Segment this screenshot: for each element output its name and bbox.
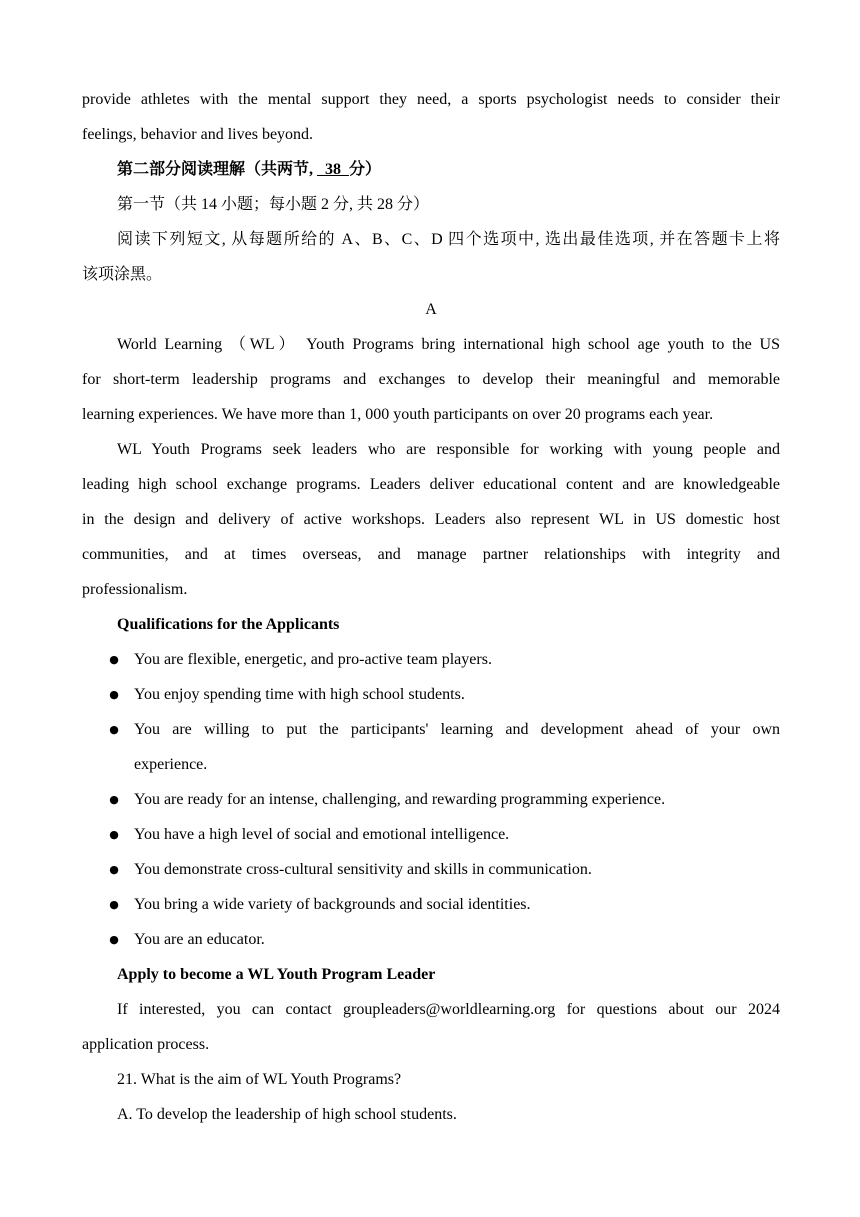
list-item-text: You have a high level of social and emotional intelligence. <box>134 826 510 843</box>
list-item <box>82 642 780 677</box>
intro-line: provide athletes with the mental support they need, a sports psychologist needs to consider their <box>82 91 780 108</box>
section-heading-prefix: 第二部分阅读理解（共两节, <box>117 161 318 178</box>
paragraph-line: for short-term leadership programs and exchanges to develop their meaningful and memorable <box>82 371 780 388</box>
list-item <box>82 677 780 712</box>
list-item-text: You are flexible, energetic, and pro-active team players. <box>134 651 492 668</box>
list-item <box>82 852 780 887</box>
list-item-text: You bring a wide variety of backgrounds and social identities. <box>134 896 531 913</box>
intro-line: feelings, behavior and lives beyond. <box>82 126 314 143</box>
bullet-icon: ● <box>109 793 119 806</box>
passage-label: A <box>425 301 437 318</box>
bullet-icon: ● <box>109 723 119 736</box>
bullet-icon: ● <box>109 933 119 946</box>
list-item-text-continued: experience. <box>134 756 208 773</box>
list-item <box>82 922 780 957</box>
bullet-icon: ● <box>109 863 119 876</box>
list-item-text: You are an educator. <box>134 931 265 948</box>
paragraph-line: professionalism. <box>82 581 188 598</box>
paragraph-line: in the design and delivery of active workshops. Leaders also represent WL in US domestic host <box>82 511 780 528</box>
list-item <box>82 712 780 782</box>
bullet-icon: ● <box>109 898 119 911</box>
qualifications-list <box>82 642 780 957</box>
bullet-icon: ● <box>109 653 119 666</box>
paragraph-line: application process. <box>82 1036 210 1053</box>
instructions-line: 阅读下列短文, 从每题所给的 A、B、C、D 四个选项中, 选出最佳选项, 并在答题卡上将 <box>117 231 780 248</box>
document-page <box>82 82 780 1132</box>
paragraph-line: WL Youth Programs seek leaders who are responsible for working with young people and <box>117 441 780 458</box>
paragraph-line: World Learning （WL） Youth Programs bring international high school age youth to the US <box>117 336 780 353</box>
section-heading-suffix: 分） <box>349 161 382 178</box>
question-option-a: A. To develop the leadership of high school students. <box>117 1106 457 1123</box>
list-item <box>82 817 780 852</box>
instructions-line: 该项涂黑。 <box>82 266 163 283</box>
paragraph-line: communities, and at times overseas, and manage partner relationships with integrity and <box>82 546 780 563</box>
list-item-text: You are willing to put the participants' learning and development ahead of your own <box>134 721 780 738</box>
part-heading: 第一节（共 14 小题；每小题 2 分, 共 28 分） <box>117 196 430 213</box>
qualifications-heading: Qualifications for the Applicants <box>117 616 340 633</box>
section-score <box>317 161 349 178</box>
list-item-text: You are ready for an intense, challenging, and rewarding programming experience. <box>134 791 666 808</box>
bullet-icon: ● <box>109 828 119 841</box>
bullet-icon: ● <box>109 688 119 701</box>
paragraph-line: learning experiences. We have more than 1, 000 youth participants on over 20 programs each year. <box>82 406 714 423</box>
paragraph-line: leading high school exchange programs. Leaders deliver educational content and are knowledgeable <box>82 476 780 493</box>
paragraph-line: If interested, you can contact groupleaders@worldlearning.org for questions about our 2024 <box>117 1001 780 1018</box>
list-item <box>82 782 780 817</box>
section-heading <box>82 152 780 187</box>
question-stem: 21. What is the aim of WL Youth Programs? <box>117 1071 402 1088</box>
section-score-value: 38 <box>325 161 342 178</box>
list-item-text: You demonstrate cross-cultural sensitivity and skills in communication. <box>134 861 592 878</box>
list-item-text: You enjoy spending time with high school students. <box>134 686 465 703</box>
list-item <box>82 887 780 922</box>
apply-heading: Apply to become a WL Youth Program Leader <box>117 966 436 983</box>
